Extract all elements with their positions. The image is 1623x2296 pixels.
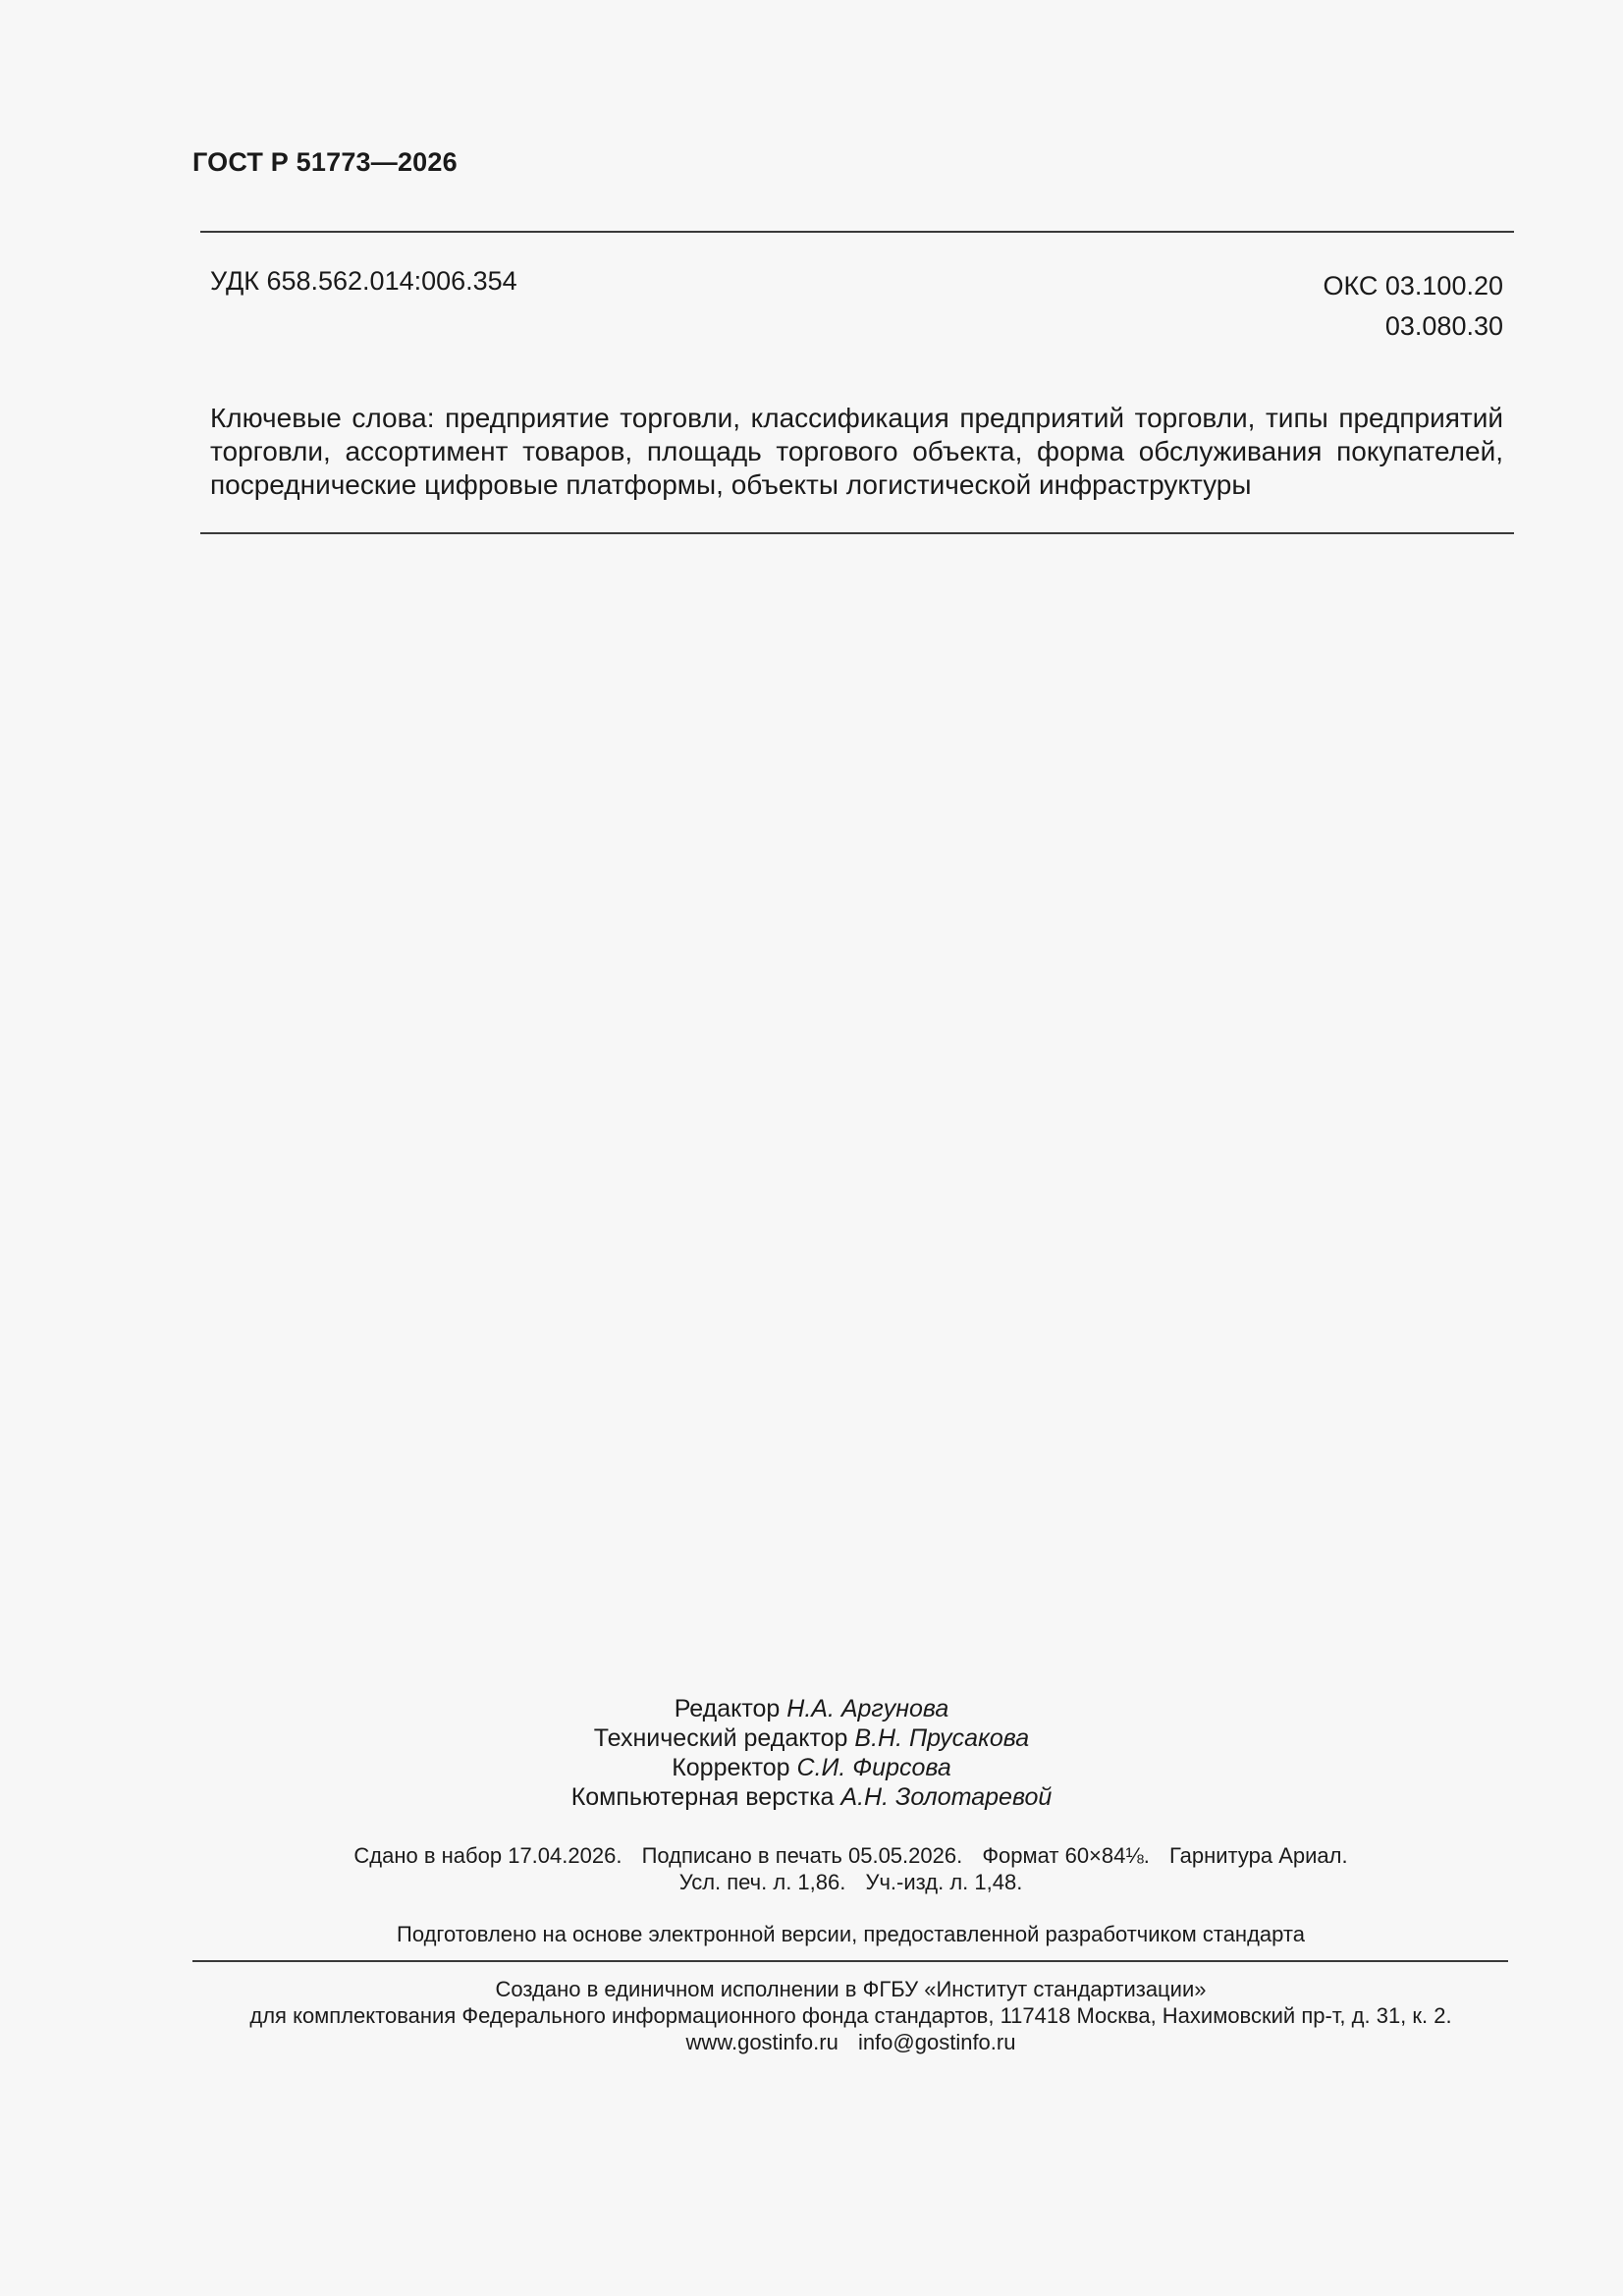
credit-role: Редактор bbox=[674, 1695, 781, 1722]
website-link[interactable]: www.gostinfo.ru bbox=[685, 2030, 839, 2054]
paper-format: Формат 60×84⅛. bbox=[982, 1843, 1150, 1868]
credit-editor bbox=[0, 1694, 1623, 1723]
oks-code-line1: ОКС 03.100.20 bbox=[1323, 271, 1503, 301]
signed-date: Подписано в печать 05.05.2026. bbox=[641, 1843, 963, 1868]
keywords-divider bbox=[200, 532, 1514, 534]
bottom-divider bbox=[192, 1960, 1508, 1962]
oks-codes bbox=[1323, 266, 1503, 347]
print-info-line2 bbox=[0, 1869, 1623, 1895]
credit-role: Технический редактор bbox=[593, 1724, 848, 1752]
edition-sheets: Уч.-изд. л. 1,48. bbox=[865, 1870, 1023, 1894]
email-link[interactable]: info@gostinfo.ru bbox=[857, 2030, 1016, 2054]
publisher-contacts bbox=[0, 2029, 1623, 2055]
printed-sheets: Усл. печ. л. 1,86. bbox=[678, 1870, 846, 1894]
publisher-block bbox=[0, 1976, 1623, 2055]
typeface: Гарнитура Ариал. bbox=[1168, 1843, 1348, 1868]
prepared-note: Подготовлено на основе электронной версии, предоставленной разработчиком стандарта bbox=[397, 1922, 1305, 1946]
credit-name: С.И. Фирсова bbox=[796, 1754, 951, 1781]
credit-role: Корректор bbox=[672, 1754, 790, 1781]
credit-role: Компьютерная верстка bbox=[570, 1783, 835, 1811]
oks-code-line2: 03.080.30 bbox=[1384, 311, 1503, 341]
credit-proofreader bbox=[0, 1753, 1623, 1782]
publisher-line1: Создано в единичном исполнении в ФГБУ «Институт стандартизации» bbox=[495, 1977, 1207, 2001]
credit-name: А.Н. Золотаревой bbox=[840, 1783, 1053, 1811]
credits-block bbox=[0, 1694, 1623, 1812]
credit-technical-editor bbox=[0, 1723, 1623, 1753]
print-info-block bbox=[0, 1842, 1623, 1895]
credit-name: В.Н. Прусакова bbox=[854, 1724, 1030, 1752]
top-divider bbox=[200, 231, 1514, 233]
typeset-date: Сдано в набор 17.04.2026. bbox=[353, 1843, 622, 1868]
udk-code: УДК 658.562.014:006.354 bbox=[210, 266, 517, 296]
keywords-paragraph: Ключевые слова: предприятие торговли, классификация предприятий торговли, типы предприятий торговли, ассортимент товаров, площадь торгового объекта, форма обслуживания покупателей, посреднические цифровые платформы, объекты логистической инфраструктуры bbox=[210, 403, 1503, 500]
publisher-line2: для комплектования Федерального информационного фонда стандартов, 117418 Москва, Нахимовский пр-т, д. 31, к. 2. bbox=[249, 2003, 1452, 2028]
print-info-line1 bbox=[0, 1842, 1623, 1869]
credit-layout bbox=[0, 1782, 1623, 1812]
standard-number-header: ГОСТ Р 51773—2026 bbox=[192, 147, 458, 177]
credit-name: Н.А. Аргунова bbox=[786, 1695, 949, 1722]
